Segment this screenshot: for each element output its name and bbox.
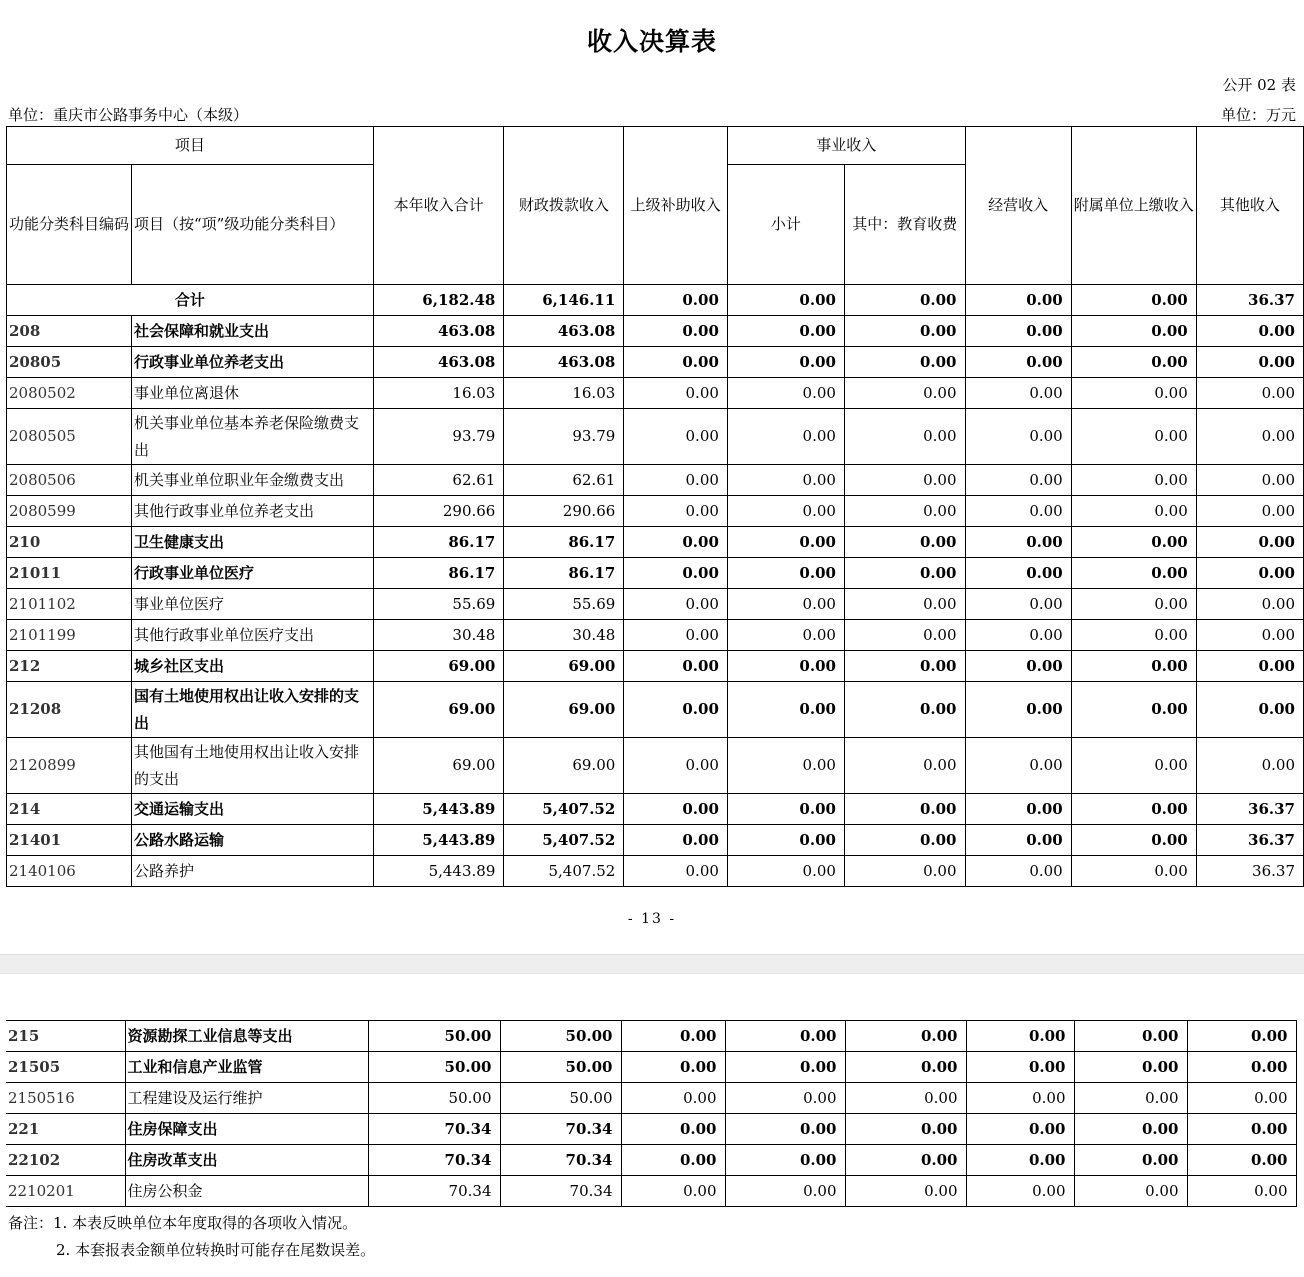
row-value: 0.00	[1074, 1114, 1187, 1145]
row-name: 公路养护	[132, 856, 374, 887]
row-value: 0.00	[1196, 465, 1303, 496]
row-value: 36.37	[1196, 856, 1303, 887]
row-value: 0.00	[965, 496, 1071, 527]
row-value: 0.00	[965, 825, 1071, 856]
row-code: 21011	[7, 558, 132, 589]
row-value: 0.00	[621, 1083, 725, 1114]
row-value: 0.00	[1196, 496, 1303, 527]
row-value: 0.00	[624, 620, 728, 651]
row-value: 0.00	[844, 825, 965, 856]
row-name: 其他行政事业单位医疗支出	[132, 620, 374, 651]
row-value: 0.00	[966, 1145, 1074, 1176]
row-value: 0.00	[1074, 1145, 1187, 1176]
row-value: 0.00	[727, 738, 844, 794]
row-code: 2080505	[7, 409, 132, 465]
row-code: 21208	[7, 682, 132, 738]
header-education: 其中：教育收费	[844, 165, 965, 285]
row-code: 21401	[7, 825, 132, 856]
row-name: 资源勘探工业信息等支出	[125, 1021, 368, 1052]
row-value: 0.00	[1071, 347, 1196, 378]
row-code: 2101199	[7, 620, 132, 651]
row-value: 0.00	[624, 465, 728, 496]
row-value: 55.69	[373, 589, 503, 620]
row-value: 0.00	[1196, 347, 1303, 378]
row-value: 0.00	[624, 496, 728, 527]
table-row	[7, 558, 1304, 589]
income-statement-table	[6, 126, 1304, 887]
reporting-unit: 单位：重庆市公路事务中心（本级）	[8, 106, 249, 124]
row-value: 30.48	[504, 620, 624, 651]
row-value: 0.00	[1071, 856, 1196, 887]
total-value: 0.00	[844, 285, 965, 316]
row-value: 0.00	[624, 558, 728, 589]
header-item: 项目	[7, 127, 374, 165]
row-value: 0.00	[966, 1021, 1074, 1052]
note-2: 2. 本套报表金额单位转换时可能存在尾数误差。	[56, 1241, 376, 1259]
table-row	[7, 347, 1304, 378]
row-value: 0.00	[1196, 682, 1303, 738]
row-value: 0.00	[1074, 1083, 1187, 1114]
row-value: 5,443.89	[373, 856, 503, 887]
row-value: 70.34	[500, 1176, 621, 1207]
row-value: 0.00	[1187, 1176, 1296, 1207]
row-value: 0.00	[727, 651, 844, 682]
row-value: 0.00	[727, 496, 844, 527]
row-value: 0.00	[624, 316, 728, 347]
row-name: 公路水路运输	[132, 825, 374, 856]
row-value: 0.00	[727, 558, 844, 589]
row-name: 其他国有土地使用权出让收入安排的支出	[132, 738, 374, 794]
row-value: 0.00	[844, 409, 965, 465]
row-value: 0.00	[621, 1021, 725, 1052]
row-value: 0.00	[727, 347, 844, 378]
row-value: 0.00	[727, 682, 844, 738]
row-value: 70.34	[368, 1145, 500, 1176]
row-value: 0.00	[624, 651, 728, 682]
row-value: 50.00	[368, 1052, 500, 1083]
header-subtotal: 小计	[727, 165, 844, 285]
row-value: 0.00	[725, 1114, 845, 1145]
header-business: 事业收入	[727, 127, 965, 165]
row-name: 住房公积金	[125, 1176, 368, 1207]
row-code: 20805	[7, 347, 132, 378]
row-value: 5,407.52	[504, 856, 624, 887]
row-value: 5,443.89	[373, 794, 503, 825]
row-value: 0.00	[727, 316, 844, 347]
header-fiscal: 财政拨款收入	[504, 127, 624, 285]
row-value: 93.79	[373, 409, 503, 465]
row-value: 0.00	[621, 1145, 725, 1176]
row-name: 其他行政事业单位养老支出	[132, 496, 374, 527]
row-value: 62.61	[504, 465, 624, 496]
row-name: 事业单位医疗	[132, 589, 374, 620]
row-code: 212	[7, 651, 132, 682]
row-value: 50.00	[368, 1021, 500, 1052]
row-value: 86.17	[504, 527, 624, 558]
table-row	[7, 620, 1304, 651]
row-value: 0.00	[844, 465, 965, 496]
row-value: 55.69	[504, 589, 624, 620]
table-row	[6, 1083, 1296, 1114]
row-value: 0.00	[965, 558, 1071, 589]
row-value: 0.00	[621, 1052, 725, 1083]
row-value: 0.00	[624, 589, 728, 620]
header-total: 本年收入合计	[373, 127, 503, 285]
row-value: 0.00	[725, 1083, 845, 1114]
table-row	[6, 1021, 1296, 1052]
total-label: 合计	[7, 285, 374, 316]
row-name: 机关事业单位职业年金缴费支出	[132, 465, 374, 496]
row-value: 0.00	[965, 316, 1071, 347]
row-value: 0.00	[844, 589, 965, 620]
table-row	[6, 1052, 1296, 1083]
row-code: 2120899	[7, 738, 132, 794]
table-row	[7, 409, 1304, 465]
row-value: 62.61	[373, 465, 503, 496]
row-value: 69.00	[504, 738, 624, 794]
table-row	[6, 1176, 1296, 1207]
row-value: 0.00	[965, 651, 1071, 682]
row-value: 0.00	[1187, 1114, 1296, 1145]
header-affiliate: 附属单位上缴收入	[1071, 127, 1196, 285]
row-name: 住房保障支出	[125, 1114, 368, 1145]
row-value: 0.00	[965, 856, 1071, 887]
row-value: 69.00	[373, 682, 503, 738]
row-code: 2080599	[7, 496, 132, 527]
row-value: 50.00	[500, 1052, 621, 1083]
row-value: 0.00	[1196, 558, 1303, 589]
row-value: 50.00	[500, 1083, 621, 1114]
row-code: 22102	[6, 1145, 125, 1176]
row-value: 0.00	[844, 347, 965, 378]
row-name: 行政事业单位养老支出	[132, 347, 374, 378]
total-value: 0.00	[1071, 285, 1196, 316]
header-operating: 经营收入	[965, 127, 1071, 285]
row-value: 0.00	[1196, 651, 1303, 682]
row-value: 0.00	[1071, 316, 1196, 347]
row-value: 0.00	[966, 1176, 1074, 1207]
table-row	[7, 825, 1304, 856]
row-value: 0.00	[1196, 527, 1303, 558]
row-value: 70.34	[500, 1114, 621, 1145]
row-value: 93.79	[504, 409, 624, 465]
row-value: 0.00	[844, 794, 965, 825]
income-statement-table-continued	[6, 1020, 1297, 1207]
row-value: 0.00	[624, 347, 728, 378]
row-value: 0.00	[844, 527, 965, 558]
row-value: 290.66	[504, 496, 624, 527]
row-value: 0.00	[965, 589, 1071, 620]
row-value: 0.00	[844, 620, 965, 651]
row-value: 0.00	[727, 856, 844, 887]
table-row	[7, 856, 1304, 887]
row-code: 215	[6, 1021, 125, 1052]
row-value: 0.00	[624, 409, 728, 465]
row-value: 0.00	[1196, 738, 1303, 794]
total-value: 0.00	[624, 285, 728, 316]
row-name: 卫生健康支出	[132, 527, 374, 558]
row-code: 214	[7, 794, 132, 825]
row-value: 0.00	[844, 378, 965, 409]
table-row	[7, 465, 1304, 496]
row-value: 0.00	[1074, 1052, 1187, 1083]
row-value: 0.00	[1187, 1021, 1296, 1052]
total-value: 6,146.11	[504, 285, 624, 316]
row-code: 2150516	[6, 1083, 125, 1114]
row-value: 0.00	[1187, 1083, 1296, 1114]
row-value: 69.00	[373, 738, 503, 794]
row-value: 0.00	[966, 1114, 1074, 1145]
table-row	[7, 682, 1304, 738]
row-value: 0.00	[844, 856, 965, 887]
row-code: 2140106	[7, 856, 132, 887]
row-code: 221	[6, 1114, 125, 1145]
row-code: 208	[7, 316, 132, 347]
row-value: 0.00	[965, 620, 1071, 651]
row-value: 290.66	[373, 496, 503, 527]
row-code: 2080502	[7, 378, 132, 409]
currency-unit: 单位：万元	[1220, 106, 1296, 124]
row-value: 0.00	[965, 527, 1071, 558]
row-value: 0.00	[624, 527, 728, 558]
row-value: 0.00	[845, 1083, 966, 1114]
row-value: 0.00	[624, 794, 728, 825]
row-value: 0.00	[844, 496, 965, 527]
note-1: 备注：1. 本表反映单位本年度取得的各项收入情况。	[8, 1214, 358, 1232]
row-value: 69.00	[504, 682, 624, 738]
row-value: 0.00	[1071, 620, 1196, 651]
notes	[8, 1210, 375, 1264]
row-value: 0.00	[1071, 409, 1196, 465]
row-value: 0.00	[965, 347, 1071, 378]
row-value: 50.00	[368, 1083, 500, 1114]
total-value: 0.00	[965, 285, 1071, 316]
row-value: 0.00	[844, 316, 965, 347]
row-value: 0.00	[1071, 378, 1196, 409]
table-row	[6, 1145, 1296, 1176]
row-value: 36.37	[1196, 794, 1303, 825]
row-value: 0.00	[624, 825, 728, 856]
row-name: 交通运输支出	[132, 794, 374, 825]
row-value: 30.48	[373, 620, 503, 651]
row-value: 0.00	[1071, 496, 1196, 527]
row-value: 0.00	[1071, 527, 1196, 558]
row-value: 0.00	[1196, 378, 1303, 409]
row-value: 0.00	[1196, 316, 1303, 347]
row-value: 0.00	[624, 856, 728, 887]
row-value: 0.00	[727, 465, 844, 496]
form-number: 公开 02 表	[1222, 76, 1296, 94]
row-value: 0.00	[965, 682, 1071, 738]
row-value: 0.00	[727, 527, 844, 558]
row-value: 0.00	[1071, 794, 1196, 825]
row-value: 0.00	[845, 1176, 966, 1207]
row-value: 0.00	[845, 1052, 966, 1083]
row-value: 86.17	[504, 558, 624, 589]
row-value: 0.00	[727, 794, 844, 825]
page-number: - 13 -	[627, 911, 677, 927]
header-code: 功能分类科目编码	[7, 165, 132, 285]
row-code: 2080506	[7, 465, 132, 496]
total-value: 36.37	[1196, 285, 1303, 316]
row-value: 0.00	[727, 378, 844, 409]
row-value: 0.00	[965, 794, 1071, 825]
row-value: 0.00	[1196, 409, 1303, 465]
header-superior: 上级补助收入	[624, 127, 728, 285]
row-value: 36.37	[1196, 825, 1303, 856]
row-value: 0.00	[1071, 465, 1196, 496]
row-value: 0.00	[725, 1021, 845, 1052]
total-value: 0.00	[727, 285, 844, 316]
row-value: 0.00	[1071, 589, 1196, 620]
row-value: 0.00	[965, 738, 1071, 794]
row-value: 0.00	[844, 682, 965, 738]
row-value: 69.00	[504, 651, 624, 682]
row-value: 16.03	[373, 378, 503, 409]
header-other: 其他收入	[1196, 127, 1303, 285]
row-value: 69.00	[373, 651, 503, 682]
row-name: 社会保障和就业支出	[132, 316, 374, 347]
total-row	[7, 285, 1304, 316]
row-value: 0.00	[727, 620, 844, 651]
row-value: 0.00	[1196, 589, 1303, 620]
row-value: 0.00	[1071, 558, 1196, 589]
row-name: 事业单位离退休	[132, 378, 374, 409]
row-value: 70.34	[368, 1176, 500, 1207]
table-row	[7, 496, 1304, 527]
row-value: 463.08	[373, 316, 503, 347]
row-value: 0.00	[725, 1145, 845, 1176]
row-value: 0.00	[1074, 1176, 1187, 1207]
table-row	[7, 794, 1304, 825]
row-name: 城乡社区支出	[132, 651, 374, 682]
row-name: 行政事业单位医疗	[132, 558, 374, 589]
row-value: 0.00	[621, 1114, 725, 1145]
row-code: 210	[7, 527, 132, 558]
row-name: 工程建设及运行维护	[125, 1083, 368, 1114]
row-value: 0.00	[845, 1145, 966, 1176]
row-name: 国有土地使用权出让收入安排的支出	[132, 682, 374, 738]
row-value: 0.00	[965, 378, 1071, 409]
page-title: 收入决算表	[586, 27, 717, 56]
row-value: 5,407.52	[504, 825, 624, 856]
page-break	[0, 954, 1304, 974]
row-value: 0.00	[624, 378, 728, 409]
row-value: 0.00	[1074, 1021, 1187, 1052]
row-value: 0.00	[621, 1176, 725, 1207]
table-row	[6, 1114, 1296, 1145]
row-value: 5,443.89	[373, 825, 503, 856]
table-row	[7, 651, 1304, 682]
row-value: 86.17	[373, 558, 503, 589]
row-value: 0.00	[725, 1176, 845, 1207]
row-code: 2101102	[7, 589, 132, 620]
row-value: 0.00	[844, 738, 965, 794]
table-row	[7, 378, 1304, 409]
row-value: 70.34	[500, 1145, 621, 1176]
row-value: 70.34	[368, 1114, 500, 1145]
row-value: 0.00	[725, 1052, 845, 1083]
row-value: 463.08	[504, 316, 624, 347]
row-value: 0.00	[845, 1021, 966, 1052]
row-name: 住房改革支出	[125, 1145, 368, 1176]
row-value: 50.00	[500, 1021, 621, 1052]
row-value: 0.00	[965, 465, 1071, 496]
row-value: 0.00	[727, 825, 844, 856]
row-code: 21505	[6, 1052, 125, 1083]
row-value: 0.00	[1071, 825, 1196, 856]
row-value: 0.00	[624, 682, 728, 738]
row-name: 工业和信息产业监管	[125, 1052, 368, 1083]
table-row	[7, 316, 1304, 347]
row-value: 0.00	[624, 738, 728, 794]
row-value: 5,407.52	[504, 794, 624, 825]
row-value: 0.00	[844, 558, 965, 589]
row-value: 86.17	[373, 527, 503, 558]
row-value: 0.00	[965, 409, 1071, 465]
total-value: 6,182.48	[373, 285, 503, 316]
row-value: 0.00	[1071, 651, 1196, 682]
row-value: 16.03	[504, 378, 624, 409]
row-value: 0.00	[727, 589, 844, 620]
row-value: 0.00	[1187, 1145, 1296, 1176]
row-value: 0.00	[1071, 738, 1196, 794]
row-value: 0.00	[966, 1083, 1074, 1114]
row-value: 0.00	[1196, 620, 1303, 651]
row-value: 0.00	[966, 1052, 1074, 1083]
row-value: 0.00	[845, 1114, 966, 1145]
row-code: 2210201	[6, 1176, 125, 1207]
row-value: 463.08	[373, 347, 503, 378]
table-row	[7, 738, 1304, 794]
row-value: 0.00	[1187, 1052, 1296, 1083]
row-value: 0.00	[1071, 682, 1196, 738]
row-name: 机关事业单位基本养老保险缴费支出	[132, 409, 374, 465]
row-value: 463.08	[504, 347, 624, 378]
table-row	[7, 589, 1304, 620]
row-value: 0.00	[727, 409, 844, 465]
table-row	[7, 527, 1304, 558]
row-value: 0.00	[844, 651, 965, 682]
header-name: 项目（按“项”级功能分类科目）	[132, 165, 374, 285]
